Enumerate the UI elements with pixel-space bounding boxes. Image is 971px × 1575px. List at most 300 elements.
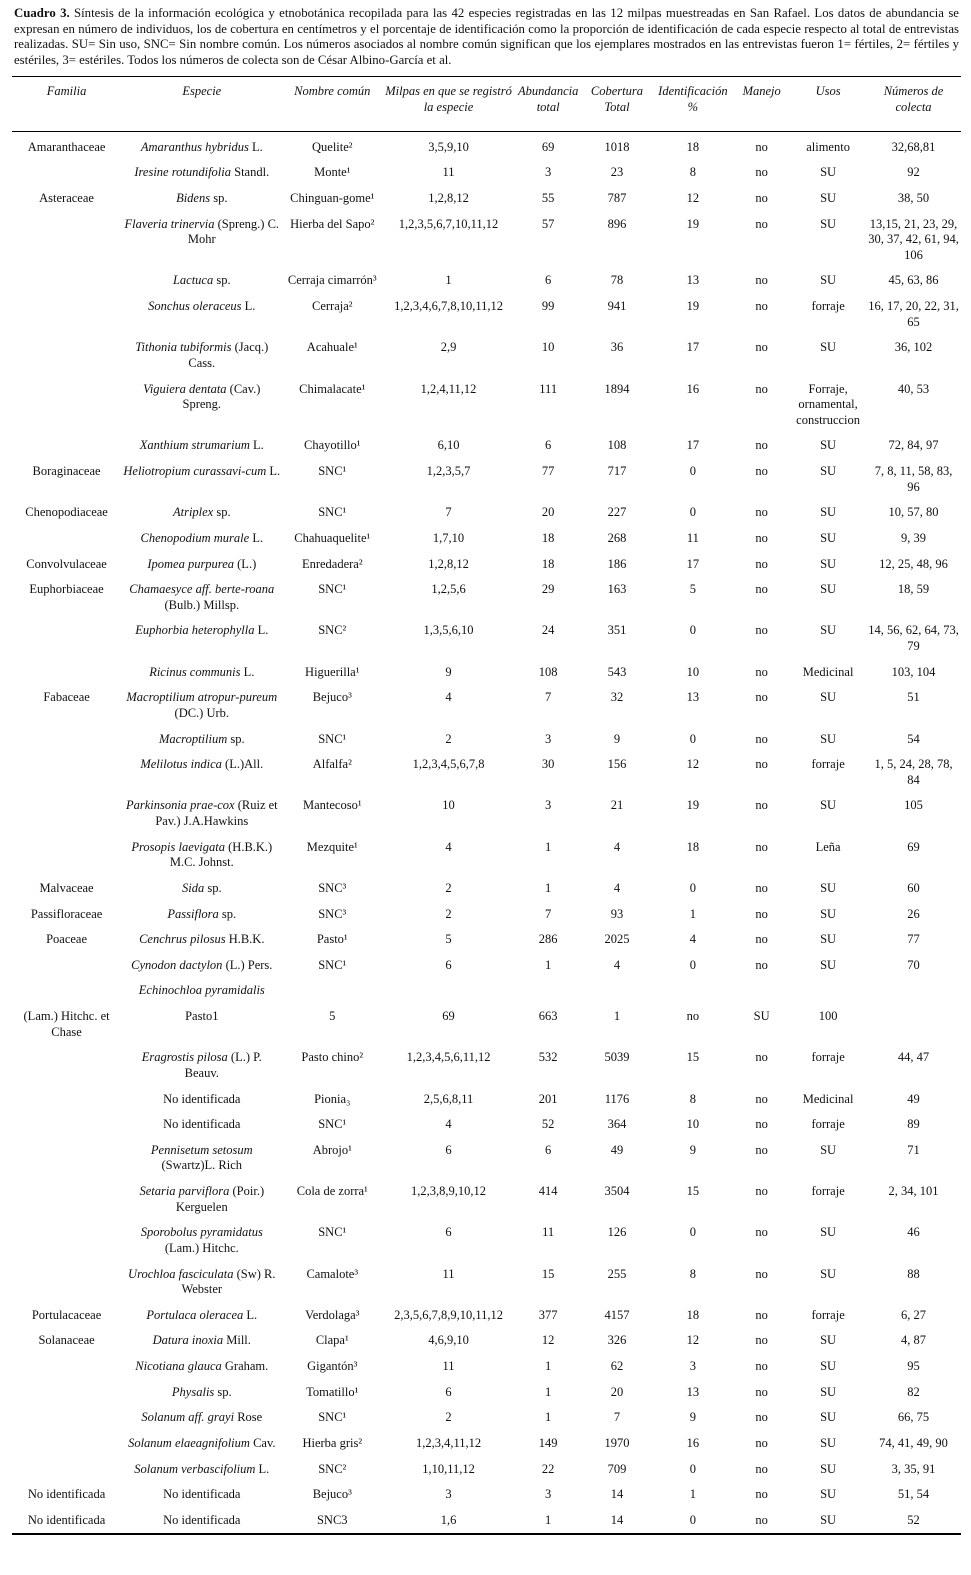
cell-usos: SU	[820, 957, 837, 972]
cell-identificacion-pct: 0	[689, 957, 696, 972]
cell-especie	[121, 1263, 282, 1304]
cell-especie	[121, 836, 282, 877]
cell-manejo: no	[755, 299, 768, 314]
cell-especie	[121, 295, 282, 336]
cell-milpas: 69	[442, 1009, 455, 1024]
species-name: Pennisetum setosum	[150, 1142, 253, 1157]
cell-identificacion-pct: 15	[686, 1184, 700, 1199]
cell-identificacion-pct: 15	[686, 1050, 700, 1065]
cell-milpas: 1,2,4,11,12	[420, 381, 477, 396]
species-name: Cynodon dactylon	[131, 957, 223, 972]
cell-abundancia-total: 3	[545, 1487, 552, 1502]
cell-milpas: 1,2,3,4,5,6,7,8	[412, 757, 485, 772]
cell-manejo: no	[755, 1384, 768, 1399]
cell-especie	[121, 903, 282, 929]
cell-cobertura-total: 255	[607, 1266, 627, 1281]
cell-usos: SU	[820, 1461, 837, 1476]
cell-numeros-colecta: 36, 102	[894, 340, 933, 355]
cell-familia	[12, 161, 121, 187]
cell-cobertura-total: 1	[613, 1009, 621, 1024]
cell-usos: SU	[820, 1225, 837, 1240]
species-name: Chenopodium murale	[140, 530, 250, 545]
cell-nombre-comun: Acahuale¹	[306, 340, 358, 355]
cell-especie	[121, 1005, 282, 1046]
cell-usos: Medicinal	[802, 1091, 854, 1106]
cell-familia	[12, 213, 121, 270]
cell-milpas: 6	[445, 1384, 452, 1399]
cell-identificacion-pct: 8	[689, 1091, 696, 1106]
cell-nombre-comun: Chinguan-gome¹	[290, 190, 375, 205]
cell-manejo: SU	[753, 1009, 770, 1024]
cell-milpas: 11	[442, 1266, 455, 1281]
cell-nombre-comun: Gigantón³	[307, 1359, 358, 1374]
cell-abundancia-total: 1	[545, 880, 552, 895]
table-row	[12, 1458, 961, 1484]
cell-milpas: 1,2,8,12	[428, 556, 469, 571]
cell-familia: Asteraceae	[39, 190, 94, 205]
cell-manejo: no	[755, 216, 768, 231]
species-author: Pasto1	[185, 1009, 219, 1024]
cell-abundancia-total: 1	[545, 839, 552, 854]
cell-identificacion-pct: 0	[653, 1509, 734, 1535]
cell-especie	[121, 501, 282, 527]
cell-usos: SU	[820, 1359, 837, 1374]
cell-familia	[12, 1113, 121, 1139]
cell-nombre-comun: Monte¹	[314, 165, 351, 180]
cell-manejo: no	[755, 1117, 768, 1132]
species-name: Macroptilium atropur-pureum	[126, 690, 278, 705]
cell-numeros-colecta: 13,15, 21, 23, 29, 30, 37, 42, 61, 94, 106	[868, 216, 959, 262]
cell-usos: Medicinal	[802, 664, 854, 679]
cell-cobertura-total: 1176	[604, 1091, 630, 1106]
cell-manejo: no	[755, 530, 768, 545]
cell-milpas: 9	[445, 664, 452, 679]
cell-milpas: 2	[445, 880, 452, 895]
cell-nombre-comun: Verdolaga³	[305, 1307, 360, 1322]
cell-familia	[12, 1088, 121, 1114]
cell-numeros-colecta	[866, 979, 961, 1005]
cell-numeros-colecta: 4, 87	[901, 1333, 927, 1348]
cell-milpas	[382, 979, 515, 1005]
species-author: (Bulb.) Millsp.	[164, 597, 240, 612]
species-author: L.	[255, 1461, 270, 1476]
cell-identificacion-pct: 18	[686, 839, 700, 854]
cell-especie	[121, 686, 282, 727]
cell-usos: SU	[820, 932, 837, 947]
cell-especie	[121, 1304, 282, 1330]
species-author: Mill.	[223, 1333, 251, 1348]
table-row	[12, 460, 961, 501]
cell-especie	[121, 753, 282, 794]
species-name: Xanthium strumarium	[139, 438, 250, 453]
cell-cobertura-total: 62	[610, 1359, 624, 1374]
cell-familia: Poaceae	[46, 932, 88, 947]
table-row	[12, 753, 961, 794]
cell-cobertura-total: 268	[607, 530, 627, 545]
cell-manejo: no	[755, 1225, 768, 1240]
cell-manejo: no	[755, 880, 768, 895]
cell-cobertura-total: 787	[607, 190, 627, 205]
species-author: sp.	[213, 505, 231, 520]
cell-abundancia-total: 3	[545, 165, 552, 180]
cell-numeros-colecta: 88	[907, 1266, 920, 1281]
cell-nombre-comun: Enredadera²	[301, 556, 363, 571]
cell-cobertura-total: 20	[610, 1384, 624, 1399]
table-row	[12, 903, 961, 929]
cell-abundancia-total: 1	[515, 1509, 581, 1535]
cell-milpas: 2	[445, 731, 452, 746]
cell-manejo: no	[755, 556, 768, 571]
cell-milpas: 1,2,3,8,9,10,12	[411, 1184, 487, 1199]
cell-cobertura-total: 941	[607, 299, 627, 314]
cell-abundancia-total: 29	[541, 582, 555, 597]
cell-nombre-comun: 5	[329, 1009, 336, 1024]
column-header-milpas: Milpas en que se registró la especie	[382, 77, 515, 131]
cell-nombre-comun: Cerraja²	[312, 299, 353, 314]
species-name: Solanum verbascifolium	[134, 1461, 256, 1476]
cell-usos: SU	[820, 273, 837, 288]
table-row	[12, 1221, 961, 1262]
cell-manejo: no	[755, 1333, 768, 1348]
cell-numeros-colecta: 45, 63, 86	[888, 273, 939, 288]
cell-identificacion-pct: 0	[689, 505, 696, 520]
cell-nombre-comun: Hierba gris²	[302, 1435, 363, 1450]
species-name: Datura inoxia	[152, 1333, 224, 1348]
cell-numeros-colecta: 74, 41, 49, 90	[879, 1435, 948, 1450]
cell-cobertura-total: 163	[607, 582, 627, 597]
cell-manejo: no	[755, 1487, 768, 1502]
species-author: (H.B.K.) M.C. Johnst.	[169, 839, 273, 870]
cell-usos: SU	[820, 1333, 837, 1348]
cell-usos: SU	[820, 1142, 837, 1157]
cell-numeros-colecta: 89	[907, 1117, 920, 1132]
species-author: L.	[241, 299, 256, 314]
cell-numeros-colecta: 60	[907, 880, 920, 895]
cell-nombre-comun: SNC³	[318, 906, 347, 921]
cell-numeros-colecta: 70	[907, 957, 920, 972]
species-name: Bidens	[176, 190, 211, 205]
cell-manejo: no	[755, 340, 768, 355]
cell-milpas: 1,7,10	[432, 530, 465, 545]
cell-milpas: 1,2,3,4,6,7,8,10,11,12	[394, 299, 503, 314]
column-header-abundancia: Abundancia total	[515, 77, 581, 131]
cell-identificacion-pct: 0	[689, 623, 696, 638]
cell-numeros-colecta: 1, 5, 24, 28, 78, 84	[874, 757, 953, 787]
cell-manejo: no	[755, 1266, 768, 1281]
table-row	[12, 1180, 961, 1221]
cell-cobertura-total: 717	[607, 464, 627, 479]
cell-identificacion-pct: 9	[689, 1410, 696, 1425]
table-row	[12, 187, 961, 213]
table-row	[12, 686, 961, 727]
cell-manejo: no	[755, 1461, 768, 1476]
cell-manejo: no	[755, 798, 768, 813]
species-name: Macroptilium	[158, 731, 228, 746]
cell-milpas: 1,2,8,12	[428, 190, 469, 205]
table-row	[12, 269, 961, 295]
species-author: Cav.	[249, 1435, 276, 1450]
table-row	[12, 619, 961, 660]
species-author: L.	[254, 623, 269, 638]
species-name: Urochloa fasciculata	[128, 1266, 234, 1281]
cell-milpas: 6,10	[437, 438, 460, 453]
cell-abundancia-total: 377	[538, 1307, 558, 1322]
cell-usos: forraje	[811, 299, 845, 314]
cell-especie	[121, 1113, 282, 1139]
cell-identificacion-pct: 5	[689, 582, 696, 597]
cell-milpas: 11	[442, 165, 455, 180]
cell-numeros-colecta: 72, 84, 97	[888, 438, 939, 453]
cell-identificacion-pct: 13	[686, 1384, 700, 1399]
table-row	[12, 836, 961, 877]
table-header	[12, 77, 961, 131]
cell-nombre-comun: SNC¹	[318, 505, 347, 520]
cell-abundancia-total: 1	[545, 957, 552, 972]
cell-identificacion-pct: 17	[686, 556, 700, 571]
cell-abundancia-total: 201	[538, 1091, 558, 1106]
cell-familia: Chenopodiaceae	[25, 505, 108, 520]
cell-familia	[12, 1355, 121, 1381]
table-row	[12, 1432, 961, 1458]
cell-nombre-comun: Pionia₃	[314, 1091, 351, 1106]
species-name: Melilotus indica	[140, 757, 222, 772]
species-name: Flaveria trinervia	[124, 216, 215, 231]
table-row	[12, 1304, 961, 1330]
cell-identificacion-pct: 16	[686, 1435, 700, 1450]
species-author: (DC.) Urb.	[174, 705, 230, 720]
table-row	[12, 877, 961, 903]
cell-familia	[12, 1381, 121, 1407]
cell-manejo: no	[755, 690, 768, 705]
cell-usos: SU	[820, 623, 837, 638]
cell-abundancia-total: 10	[541, 340, 555, 355]
cell-usos: SU	[820, 798, 837, 813]
species-author: L.	[243, 1307, 258, 1322]
cell-cobertura-total: 1018	[604, 139, 630, 154]
cell-abundancia-total: 77	[541, 464, 555, 479]
species-author: (Ruiz et Pav.) J.A.Hawkins	[155, 798, 278, 829]
table-row	[12, 728, 961, 754]
cell-usos: alimento	[806, 139, 850, 154]
cell-nombre-comun: SNC¹	[318, 464, 347, 479]
species-author: sp.	[213, 273, 231, 288]
cell-nombre-comun: Pasto chino²	[301, 1050, 364, 1065]
species-name: Prosopis laevigata	[131, 839, 225, 854]
cell-abundancia-total: 3	[545, 798, 552, 813]
cell-especie	[121, 1458, 282, 1484]
cell-cobertura-total: 364	[607, 1117, 627, 1132]
cell-usos: SU	[820, 216, 837, 231]
cell-usos: forraje	[811, 1117, 845, 1132]
cell-milpas: 2,5,6,8,11	[423, 1091, 474, 1106]
cell-familia	[12, 1046, 121, 1087]
cell-cobertura-total: 2025	[604, 932, 630, 947]
cell-milpas: 4,6,9,10	[428, 1333, 469, 1348]
cell-identificacion-pct: 19	[686, 216, 700, 231]
cell-nombre-comun: SNC¹	[318, 582, 347, 597]
column-header-familia: Familia	[12, 77, 121, 131]
cell-numeros-colecta: 18, 59	[897, 582, 930, 597]
cell-numeros-colecta	[866, 1005, 961, 1046]
species-name: Iresine rotundifolia	[134, 165, 231, 180]
cell-especie	[121, 131, 282, 161]
table-caption	[14, 6, 959, 68]
cell-cobertura-total: 896	[607, 216, 627, 231]
table-row	[12, 1381, 961, 1407]
cell-numeros-colecta: 32,68,81	[891, 139, 936, 154]
cell-manejo: no	[755, 839, 768, 854]
cell-numeros-colecta: 54	[907, 731, 920, 746]
cell-milpas: 6	[445, 1225, 452, 1240]
cell-cobertura-total: 23	[610, 165, 624, 180]
cell-usos: SU	[820, 530, 837, 545]
cell-abundancia-total: 663	[538, 1009, 558, 1024]
cell-manejo: no	[755, 1142, 768, 1157]
cell-cobertura-total: 5039	[604, 1050, 630, 1065]
cell-manejo: no	[755, 1359, 768, 1374]
species-author: (Swartz)L. Rich	[161, 1158, 243, 1173]
cell-abundancia-total: 6	[545, 1142, 552, 1157]
cell-especie	[121, 527, 282, 553]
cell-identificacion-pct: 10	[686, 664, 700, 679]
species-author: L.	[266, 464, 281, 479]
cell-abundancia-total: 108	[538, 664, 558, 679]
cell-especie	[121, 1221, 282, 1262]
header-row	[12, 77, 961, 131]
cell-especie	[121, 213, 282, 270]
cell-familia	[12, 1180, 121, 1221]
column-header-identificacion: Identificación %	[653, 77, 734, 131]
species-name: Cenchrus pilosus	[139, 932, 226, 947]
species-name: Parkinsonia prae-cox	[125, 798, 235, 813]
cell-nombre-comun: Alfalfa²	[312, 757, 352, 772]
cell-cobertura-total: 4	[613, 839, 621, 854]
cell-milpas: 1,2,3,5,6,7,10,11,12	[398, 216, 499, 231]
cell-especie	[121, 928, 282, 954]
cell-milpas: 4	[445, 1117, 452, 1132]
cell-especie	[121, 460, 282, 501]
species-name: Euphorbia heterophylla	[135, 623, 255, 638]
cell-usos: SU	[820, 1266, 837, 1281]
cell-usos: SU	[820, 582, 837, 597]
cell-numeros-colecta: 52	[866, 1509, 961, 1535]
species-author: (L.) Pers.	[222, 957, 273, 972]
cell-nombre-comun: SNC²	[318, 1461, 347, 1476]
column-header-cobertura: Cobertura Total	[581, 77, 652, 131]
cell-milpas: 4	[445, 839, 452, 854]
species-author: No identificada	[163, 1512, 241, 1527]
cell-nombre-comun: SNC3	[282, 1509, 382, 1535]
cell-identificacion-pct: 1	[689, 1487, 696, 1502]
species-author: (Cav.) Spreng.	[182, 381, 261, 412]
cell-numeros-colecta: 2, 34, 101	[888, 1184, 939, 1199]
cell-familia	[12, 527, 121, 553]
cell-abundancia-total: 57	[541, 216, 555, 231]
cell-manejo: no	[755, 505, 768, 520]
species-author: L.	[249, 438, 264, 453]
table-row	[12, 434, 961, 460]
cell-manejo: no	[755, 731, 768, 746]
cell-milpas: 6	[445, 1142, 452, 1157]
species-name: Ipomea purpurea	[147, 556, 235, 571]
species-name: Ricinus communis	[149, 664, 241, 679]
cell-familia	[12, 378, 121, 435]
table-caption-text: Síntesis de la información ecológica y etnobotánica recopilada para las 42 especies registradas en las 12 milpas muestreadas en San Rafael. Los datos de abundancia se expresan en número de individuos, los de cobertura en centímetros y el porcentaje de identificación como la proporción de identificación de cada especie respecto al total de entrevistas realizadas. SU= Sin uso, SNC= Sin nombre común. Los números asociados al nombre común significan que los ejemplares mostrados en las entrevistas fueron 1= fértiles, 2= fértiles y estériles, 3= estériles. Todos los números de colecta son de César Albino-García et al.	[14, 6, 959, 67]
cell-identificacion-pct: 19	[686, 299, 700, 314]
cell-abundancia-total: 149	[538, 1435, 558, 1450]
cell-cobertura-total: 1970	[604, 1435, 630, 1450]
species-author: No identificada	[163, 1091, 241, 1106]
cell-manejo: no	[755, 1091, 768, 1106]
cell-especie	[121, 1406, 282, 1432]
species-name: Sonchus oleraceus	[148, 299, 242, 314]
table-row	[12, 928, 961, 954]
table-row	[12, 1406, 961, 1432]
cell-manejo: no	[755, 582, 768, 597]
cell-manejo: no	[755, 1184, 768, 1199]
cell-usos: 100	[818, 1009, 838, 1024]
cell-familia	[12, 269, 121, 295]
cell-milpas: 1,2,3,4,11,12	[415, 1435, 482, 1450]
cell-abundancia-total: 12	[541, 1333, 555, 1348]
cell-cobertura-total: 4157	[604, 1307, 630, 1322]
cell-cobertura-total: 1894	[604, 381, 630, 396]
cell-milpas: 2	[445, 906, 452, 921]
cell-identificacion-pct: 11	[686, 530, 699, 545]
cell-manejo: no	[755, 165, 768, 180]
cell-identificacion-pct: 12	[686, 190, 700, 205]
species-author: L.	[248, 139, 263, 154]
cell-milpas: 2	[445, 1410, 452, 1425]
cell-especie	[121, 434, 282, 460]
species-author: No identificada	[163, 1117, 241, 1132]
cell-cobertura-total: 14	[610, 1487, 624, 1502]
cell-milpas: 5	[445, 932, 452, 947]
cell-nombre-comun: Pasto¹	[316, 932, 348, 947]
species-name: Solanum aff. grayi	[141, 1410, 235, 1425]
cell-numeros-colecta: 6, 27	[901, 1307, 927, 1322]
cell-cobertura-total: 49	[610, 1142, 624, 1157]
species-name: Sida	[181, 880, 205, 895]
species-author: sp.	[227, 731, 245, 746]
cell-especie	[121, 1046, 282, 1087]
species-author: Graham.	[221, 1359, 269, 1374]
cell-cobertura-total: 108	[607, 438, 627, 453]
cell-nombre-comun: Bejuco³	[312, 690, 352, 705]
cell-usos: SU	[820, 690, 837, 705]
cell-identificacion-pct: 16	[686, 381, 700, 396]
cell-abundancia-total: 1	[545, 1384, 552, 1399]
cell-usos: SU	[820, 1410, 837, 1425]
cell-identificacion-pct: 10	[686, 1117, 700, 1132]
cell-abundancia-total: 1	[545, 1410, 552, 1425]
species-name: Solanum elaeagnifolium	[128, 1435, 250, 1450]
table-row	[12, 1139, 961, 1180]
species-name: Sporobolus pyramidatus	[140, 1225, 263, 1240]
cell-usos	[790, 979, 866, 1005]
species-author: (Poir.) Kerguelen	[175, 1184, 265, 1214]
cell-familia	[12, 1263, 121, 1304]
cell-familia: Passifloraceae	[30, 906, 103, 921]
cell-cobertura-total: 3504	[604, 1184, 630, 1199]
cell-nombre-comun: Camalote³	[306, 1266, 359, 1281]
cell-usos: SU	[820, 190, 837, 205]
species-author: Standl.	[231, 165, 270, 180]
cell-milpas: 2,9	[440, 340, 457, 355]
cell-especie	[121, 378, 282, 435]
cell-usos: SU	[820, 556, 837, 571]
cell-milpas: 3,5,9,10	[428, 139, 469, 154]
